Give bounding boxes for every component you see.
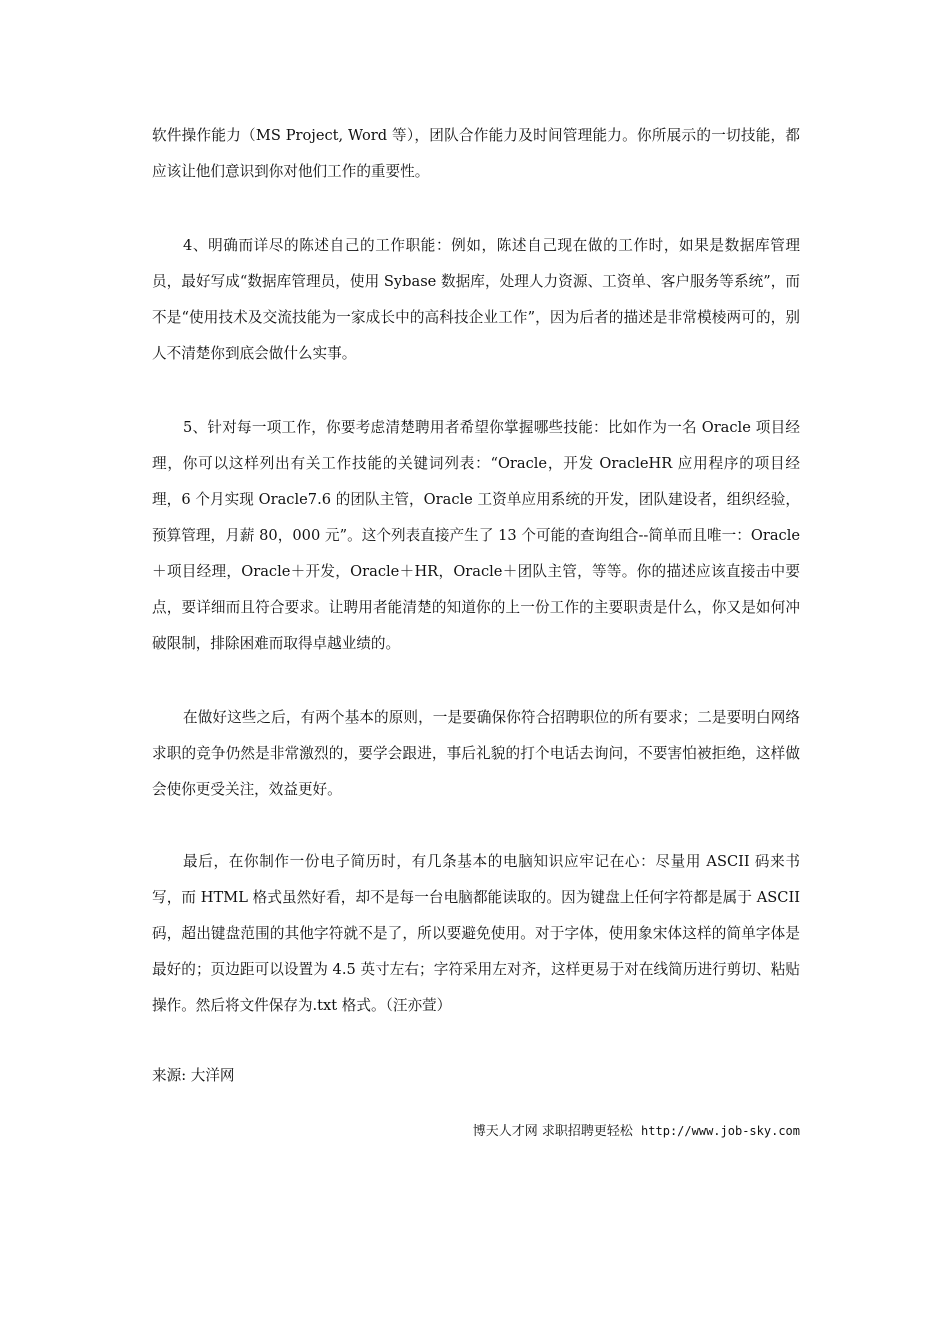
footer-url[interactable]: http://www.job-sky.com bbox=[641, 1124, 800, 1138]
paragraph-conclusion: 最后，在你制作一份电子简历时，有几条基本的电脑知识应牢记在心：尽量用 ASCII 码来书写，而 HTML 格式虽然好看，却不是每一台电脑都能读取的。因为键盘上任何字符都是属于 ASCII 码，超出键盘范围的其他字符就不是了，所以要避免使用。对于字体，使用象宋体这样的简单字体是最好的；页边距可以设置为 4.5 英寸左右；字符采用左对齐，这样更易于对在线简历进行剪切、粘贴操作。然后将文件保存为.txt 格式。（汪亦萱） bbox=[152, 853, 800, 1014]
paragraph-continuation: 软件操作能力（MS Project, Word 等），团队合作能力及时间管理能力。你所展示的一切技能，都应该让他们意识到你对他们工作的重要性。 bbox=[152, 127, 800, 180]
paragraph-item-4: 4、明确而详尽的陈述自己的工作职能：例如，陈述自己现在做的工作时，如果是数据库管理员，最好写成“数据库管理员，使用 Sybase 数据库，处理人力资源、工资单、客户服务等系统”，而不是“使用技术及交流技能为一家成长中的高科技企业工作”，因为后者的描述是非常模棱两可的，别人不清楚你到底会做什么实事。 bbox=[152, 237, 800, 362]
source-line: 来源: 大洋网 bbox=[152, 1067, 235, 1084]
footer-site-name: 博天人才网 求职招聘更轻松 bbox=[472, 1124, 633, 1139]
paragraph-principles: 在做好这些之后，有两个基本的原则，一是要确保你符合招聘职位的所有要求；二是要明白网络求职的竞争仍然是非常激烈的，要学会跟进，事后礼貌的打个电话去询问，不要害怕被拒绝，这样做会使你更受关注，效益更好。 bbox=[152, 709, 800, 798]
page-footer bbox=[473, 1120, 800, 1143]
paragraph-item-5: 5、针对每一项工作，你要考虑清楚聘用者希望你掌握哪些技能：比如作为一名 Oracle 项目经理，你可以这样列出有关工作技能的关键词列表：“Oracle，开发 OracleHR 应用程序的项目经理，6 个月实现 Oracle7.6 的团队主管，Oracle 工资单应用系统的开发，团队建设者，组织经验，预算管理，月薪 80，000 元”。这个列表直接产生了 13 个可能的查询组合--简单而且唯一：Oracle＋项目经理，Oracle＋开发，Oracle＋HR，Oracle＋团队主管，等等。你的描述应该直接击中要点，要详细而且符合要求。让聘用者能清楚的知道你的上一份工作的主要职责是什么，你又是如何冲破限制，排除困难而取得卓越业绩的。 bbox=[152, 419, 800, 652]
